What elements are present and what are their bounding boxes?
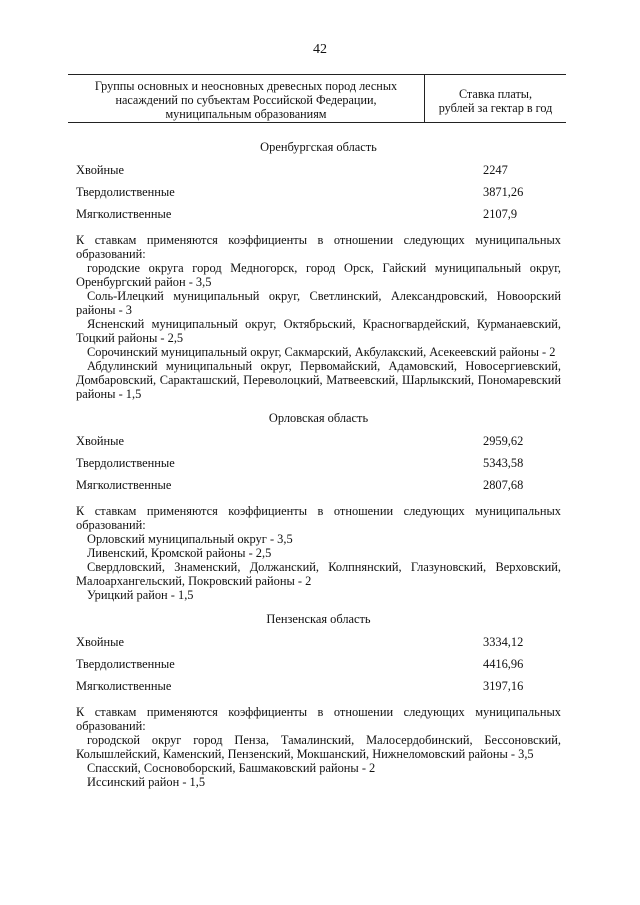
rate-value: 4416,96 xyxy=(483,657,524,671)
coefficient-item: Иссинский район - 1,5 xyxy=(87,775,206,789)
rate-row xyxy=(76,653,561,675)
coefficients-intro: К ставкам применяются коэффициенты в отношении следующих муниципальных образований: xyxy=(76,705,561,733)
species-name: Мягколиственные xyxy=(76,679,172,693)
coefficient-item: Свердловский, Знаменский, Должанский, Колпнянский, Глазуновский, Верховский, Малоархангельский, Покровский районы - 2 xyxy=(76,560,561,588)
header-line: Группы основных и неосновных древесных пород лесных xyxy=(94,79,398,93)
rate-rows xyxy=(76,430,561,496)
species-name: Твердолиственные xyxy=(76,185,175,199)
coefficient-item: Ливенский, Кромской районы - 2,5 xyxy=(87,546,272,560)
header-rate xyxy=(425,75,566,122)
region-orenburg xyxy=(76,140,561,401)
species-name: Мягколиственные xyxy=(76,478,172,492)
rate-value: 3871,26 xyxy=(483,185,524,199)
coefficient-item: Ясненский муниципальный округ, Октябрьский, Красногвардейский, Курманаевский, Тоцкий районы - 2,5 xyxy=(76,317,561,345)
species-name: Хвойные xyxy=(76,434,124,448)
rate-row xyxy=(76,203,561,225)
coefficients-intro: К ставкам применяются коэффициенты в отношении следующих муниципальных образований: xyxy=(76,233,561,261)
coefficient-item: городские округа город Медногорск, город Орск, Гайский муниципальный округ, Оренбургский район - 3,5 xyxy=(76,261,561,289)
coefficient-item: Соль-Илецкий муниципальный округ, Светлинский, Александровский, Новоорский районы - 3 xyxy=(76,289,561,317)
header-species-groups xyxy=(68,75,425,122)
species-name: Твердолиственные xyxy=(76,657,175,671)
region-penza xyxy=(76,612,561,789)
rate-row xyxy=(76,430,561,452)
rate-row xyxy=(76,452,561,474)
rate-value: 3334,12 xyxy=(483,635,524,649)
header-line: рублей за гектар в год xyxy=(438,101,553,115)
species-name: Твердолиственные xyxy=(76,456,175,470)
rate-value: 2247 xyxy=(483,163,508,177)
header-line: Ставка платы, xyxy=(458,87,533,101)
coefficient-item: Сорочинский муниципальный округ, Сакмарский, Акбулакский, Асекеевский районы - 2 xyxy=(87,345,556,359)
rate-value: 2959,62 xyxy=(483,434,524,448)
rate-row xyxy=(76,181,561,203)
coefficient-item: Абдулинский муниципальный округ, Первомайский, Адамовский, Новосергиевский, Домбаровский, Саракташский, Переволоцкий, Матвеевский, Шарлыкский, Пономаревский районы - 1,5 xyxy=(76,359,561,401)
species-name: Хвойные xyxy=(76,635,124,649)
rate-row xyxy=(76,675,561,697)
rate-rows xyxy=(76,159,561,225)
document-body xyxy=(76,138,561,799)
coefficient-item: Спасский, Сосновоборский, Башмаковский районы - 2 xyxy=(87,761,376,775)
table-header xyxy=(68,74,566,123)
coefficient-item: городской округ город Пенза, Тамалинский, Малосердобинский, Бессоновский, Колышлейский, Каменский, Пензенский, Мокшанский, Нижнеломовский районы - 3,5 xyxy=(76,733,561,761)
region-title: Оренбургская область xyxy=(260,140,377,154)
header-line: насаждений по субъектам Российской Федерации, xyxy=(115,93,377,107)
region-orel xyxy=(76,411,561,602)
header-line: муниципальным образованиям xyxy=(165,107,327,121)
species-name: Хвойные xyxy=(76,163,124,177)
region-title: Пензенская область xyxy=(266,612,371,626)
coefficients-intro: К ставкам применяются коэффициенты в отношении следующих муниципальных образований: xyxy=(76,504,561,532)
region-title: Орловская область xyxy=(268,411,369,425)
rate-value: 2107,9 xyxy=(483,207,518,221)
rate-row xyxy=(76,631,561,653)
rate-value: 2807,68 xyxy=(483,478,524,492)
rate-value: 5343,58 xyxy=(483,456,524,470)
coefficient-item: Урицкий район - 1,5 xyxy=(87,588,194,602)
rate-value: 3197,16 xyxy=(483,679,524,693)
species-name: Мягколиственные xyxy=(76,207,172,221)
rate-row xyxy=(76,474,561,496)
rate-row xyxy=(76,159,561,181)
page-number: 42 xyxy=(313,42,327,57)
rate-rows xyxy=(76,631,561,697)
coefficient-item: Орловский муниципальный округ - 3,5 xyxy=(87,532,293,546)
